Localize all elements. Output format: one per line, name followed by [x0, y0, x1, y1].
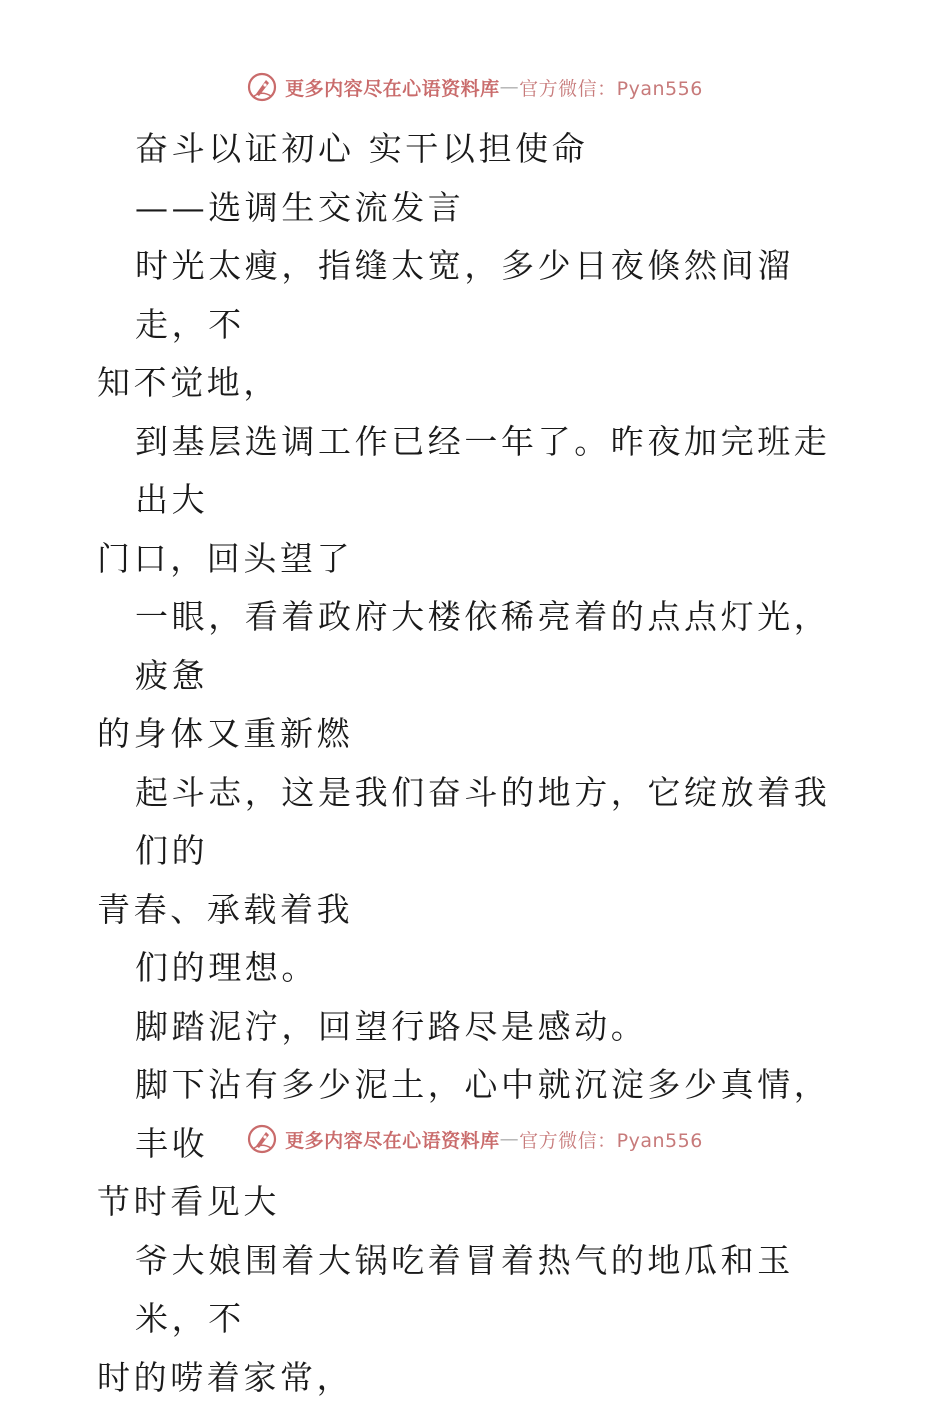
- body-line: 时的唠着家常，: [97, 1349, 857, 1407]
- body-line: 节时看见大: [97, 1173, 857, 1232]
- banner-brand-text: 更多内容尽在心语资料库: [285, 74, 500, 101]
- banner-separator: —: [500, 76, 520, 98]
- body-line: 脚下沾有多少泥土，心中就沉淀多少真情，丰收: [97, 1056, 857, 1173]
- body-line: 门口，回头望了: [97, 530, 857, 589]
- section-heading: 脚踏泥泞，回望行路尽是感动。: [97, 998, 857, 1057]
- pen-nib-logo-icon: [247, 1124, 277, 1154]
- document-subtitle: ——选调生交流发言: [97, 179, 857, 238]
- body-line: 时光太瘦，指缝太宽，多少日夜倏然间溜走，不: [97, 237, 857, 354]
- body-line: 青春、承载着我: [97, 881, 857, 940]
- header-watermark-banner: [0, 72, 950, 102]
- body-line: 的身体又重新燃: [97, 705, 857, 764]
- body-line: 起斗志，这是我们奋斗的地方，它绽放着我们的: [97, 764, 857, 881]
- banner-separator: —: [500, 1128, 520, 1150]
- document-body: [97, 120, 857, 1407]
- body-line: 到基层选调工作已经一年了。昨夜加完班走出大: [97, 413, 857, 530]
- pen-nib-logo-icon: [247, 72, 277, 102]
- banner-brand-text: 更多内容尽在心语资料库: [285, 1126, 500, 1153]
- document-title: 奋斗以证初心 实干以担使命: [97, 120, 857, 179]
- body-line: 们的理想。: [97, 939, 857, 998]
- body-line: 知不觉地，: [97, 354, 857, 413]
- banner-wechat-text: 官方微信：Pyan556: [519, 74, 703, 101]
- footer-watermark-banner: [0, 1124, 950, 1154]
- body-line: 爷大娘围着大锅吃着冒着热气的地瓜和玉米，不: [97, 1232, 857, 1349]
- banner-wechat-text: 官方微信：Pyan556: [519, 1126, 703, 1153]
- body-line: 一眼，看着政府大楼依稀亮着的点点灯光，疲惫: [97, 588, 857, 705]
